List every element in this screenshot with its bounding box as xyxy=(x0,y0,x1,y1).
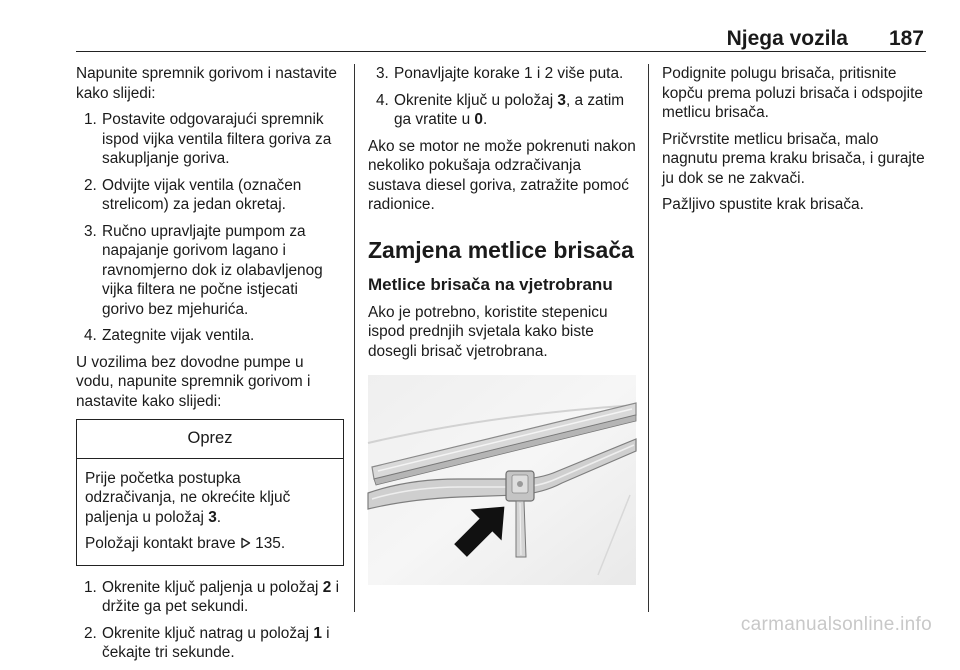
wiper-illustration xyxy=(368,375,636,585)
workshop-paragraph: Ako se motor ne može pokrenuti nakon nekoliko pokušaja odzračivanja sustava diesel goriva, zatražite pomoć radionice. xyxy=(368,137,636,213)
watermark: carmanualsonline.info xyxy=(740,614,932,635)
page-header xyxy=(76,26,926,52)
list-item: 4. Okrenite ključ u položaj 3, a zatim ga vratite u 0. xyxy=(376,91,625,128)
page-number: 187 xyxy=(888,27,924,50)
paragraph-no-pump: U vozilima bez dovodne pumpe u vodu, napunite spremnik gorivom i nastavite kako slijedi: xyxy=(76,353,311,410)
column-3 xyxy=(662,64,926,222)
list-item: 2. Odvijte vijak ventila (označen strelicom) za jedan okretaj. xyxy=(84,176,302,213)
caution-reference: Položaji kontakt brave 135. xyxy=(85,535,286,552)
triangle-right-outline-icon xyxy=(240,535,251,552)
column-2 xyxy=(368,64,636,585)
list-item: 3. Ručno upravljajte pumpom za napajanje gorivom lagano i ravnomjerno dok iz olabavljenog vijka filtera ne počne istjecati gorivo bez mjehurića. xyxy=(84,222,323,318)
column-1 xyxy=(76,64,344,670)
step-paragraph: Pričvrstite metlicu brisača, malo nagnutu prema kraku brisača, i gurajte ju dok se ne zakvači. xyxy=(662,130,925,187)
column-divider xyxy=(648,64,649,612)
list-item: 3. Ponavljajte korake 1 i 2 više puta. xyxy=(376,65,624,82)
list-item: 2. Okrenite ključ natrag u položaj 1 i čekajte tri sekunde. xyxy=(84,624,330,661)
list-item: 4. Zategnite vijak ventila. xyxy=(84,327,255,344)
bleed-steps-list xyxy=(76,110,344,346)
list-item: 1. Postavite odgovarajući spremnik ispod vijka ventila filtera goriva za sakupljanje goriva. xyxy=(84,111,332,167)
caution-title: Oprez xyxy=(77,420,343,459)
section-heading: Zamjena metlice brisača xyxy=(368,236,634,263)
caution-body xyxy=(77,459,343,565)
caution-box xyxy=(76,419,344,566)
caution-text: Prije početka postupka odzračivanja, ne okrećite ključ paljenja u položaj 3. xyxy=(85,469,291,526)
step-paragraph: Podignite polugu brisača, pritisnite kopču prema poluzi brisača i odspojite metlicu brisača. xyxy=(662,65,923,121)
subsection-heading: Metlice brisača na vjetrobranu xyxy=(368,274,613,294)
step-paragraph: Ako je potrebno, koristite stepenicu ispod prednjih svjetala kako biste dosegli brisač vjetrobrana. xyxy=(368,303,608,360)
column-divider xyxy=(354,64,355,612)
section-title: Njega vozila xyxy=(726,27,848,50)
list-item: 1. Okrenite ključ paljenja u položaj 2 i držite ga pet sekundi. xyxy=(84,578,339,615)
intro-paragraph: Napunite spremnik gorivom i nastavite kako slijedi: xyxy=(76,65,337,102)
step-paragraph: Pažljivo spustite krak brisača. xyxy=(662,196,864,213)
key-steps-list xyxy=(76,578,344,663)
continued-steps-list xyxy=(368,64,636,130)
